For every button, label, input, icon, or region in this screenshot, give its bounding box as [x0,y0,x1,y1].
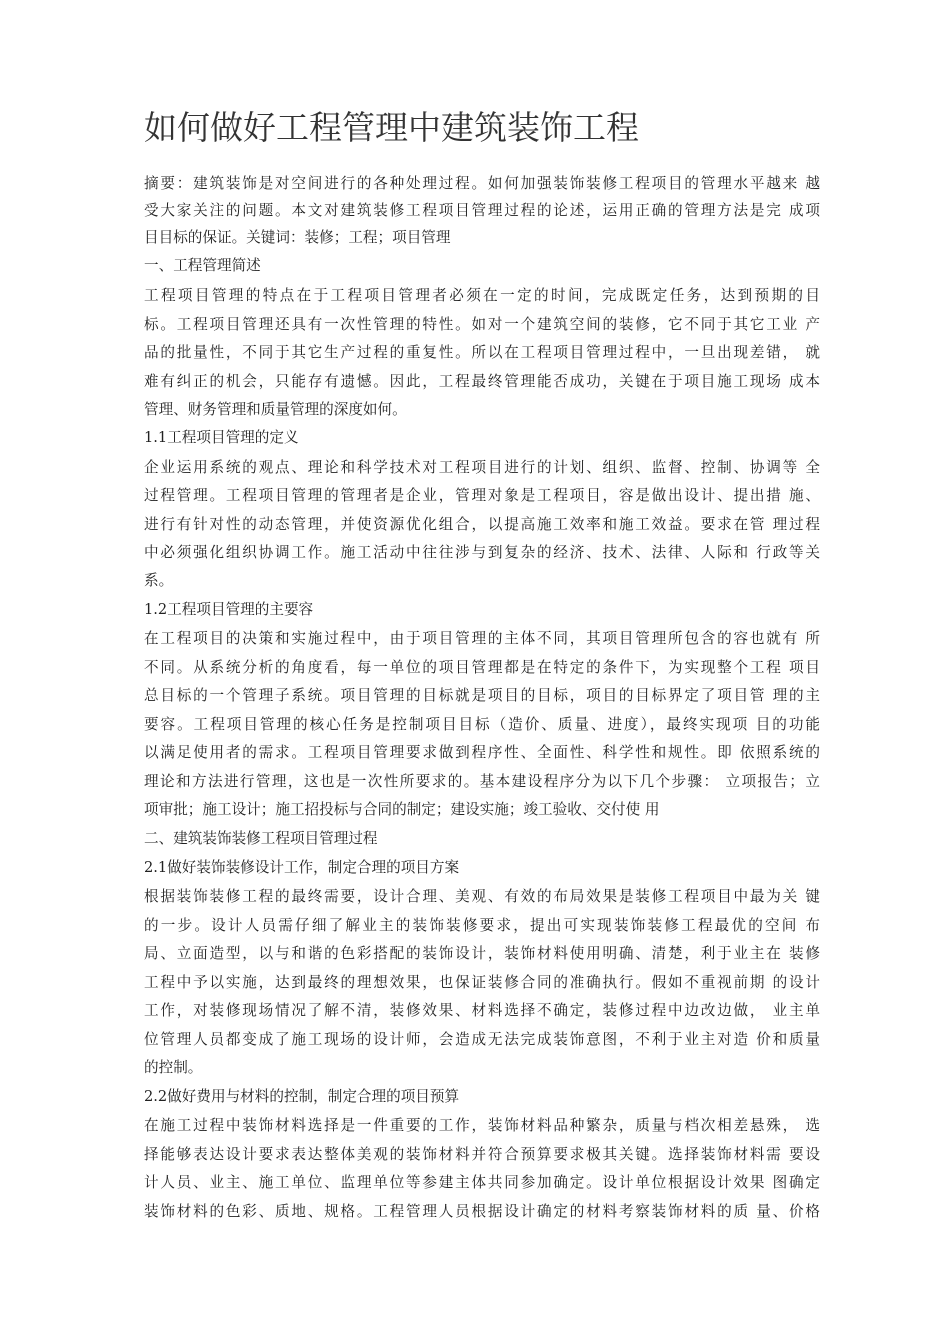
paragraph-line: 计人员、业主、施工单位、监理单位等参建主体共同参加确定。设计单位根据设计效果 图确定 [144,1174,820,1191]
document-title: 如何做好工程管理中建筑装饰工程 [144,108,639,147]
paragraph-line: 不同。从系统分析的角度看，每一单位的项目管理都是在特定的条件下，为实现整个工程 项目 [144,659,820,676]
abstract-line: 受大家关注的问题。本文对建筑装修工程项目管理过程的论述，运用正确的管理方法是完 成项 [144,202,820,219]
section-heading: 一、工程管理简述 [144,257,261,274]
paragraph-line: 工作，对装修现场情况了解不清，装修效果、材料选择不确定，装修过程中边改边做， 业主单 [144,1002,820,1019]
paragraph-line: 要容。工程项目管理的核心任务是控制项目目标（造价、质量、进度），最终实现项 目的功能 [144,716,820,733]
paragraph-line: 以满足使用者的需求。工程项目管理要求做到程序性、全面性、科学性和规性。即 依照系统的 [144,744,820,761]
abstract-line: 目目标的保证。关键词：装修；工程；项目管理 [144,229,451,246]
paragraph-line: 过程管理。工程项目管理的管理者是企业，管理对象是工程项目，容是做出设计、提出措 施、 [144,487,820,504]
paragraph-line: 品的批量性，不同于其它生产过程的重复性。所以在工程项目管理过程中，一旦出现差错， 就 [144,344,820,361]
paragraph-line: 标。工程项目管理还具有一次性管理的特性。如对一个建筑空间的装修，它不同于其它工业 产 [144,316,820,333]
paragraph-line: 管理、财务管理和质量管理的深度如何。 [144,401,407,418]
paragraph-line: 项审批；施工设计；施工招投标与合同的制定；建设实施；竣工验收、交付使 用 [144,801,660,818]
abstract-line: 摘要：建筑装饰是对空间进行的各种处理过程。如何加强装饰装修工程项目的管理水平越来 越 [144,175,820,192]
paragraph-line: 总目标的一个管理子系统。项目管理的目标就是项目的目标，项目的目标界定了项目管 理的主 [144,687,820,704]
paragraph-line: 工程中予以实施，达到最终的理想效果，也保证装修合同的准确执行。假如不重视前期 的设计 [144,974,820,991]
paragraph-line: 的一步。设计人员需仔细了解业主的装饰装修要求，提出可实现装饰装修工程最优的空间 布 [144,917,820,934]
paragraph-line: 位管理人员都变成了施工现场的设计师，会造成无法完成装饰意图，不利于业主对造 价和质量 [144,1031,820,1048]
paragraph-line: 局、立面造型，以与和谐的色彩搭配的装饰设计，装饰材料使用明确、清楚，利于业主在 装修 [144,945,820,962]
section-heading: 1.2工程项目管理的主要容 [144,601,314,618]
section-heading: 2.2做好费用与材料的控制，制定合理的项目预算 [144,1088,460,1105]
paragraph-line: 工程项目管理的特点在于工程项目管理者必须在一定的时间，完成既定任务，达到预期的目 [144,287,820,304]
paragraph-line: 理论和方法进行管理，这也是一次性所要求的。基本建设程序分为以下几个步骤： 立项报告；立 [144,773,820,790]
paragraph-line: 难有纠正的机会，只能存有遗憾。因此，工程最终管理能否成功，关键在于项目施工现场 成本 [144,373,820,390]
paragraph-line: 在工程项目的决策和实施过程中，由于项目管理的主体不同，其项目管理所包含的容也就有 所 [144,630,820,647]
paragraph-line: 的控制。 [144,1059,203,1076]
section-heading: 2.1做好装饰装修设计工作，制定合理的项目方案 [144,859,460,876]
section-heading: 1.1工程项目管理的定义 [144,429,299,446]
paragraph-line: 装饰材料的色彩、质地、规格。工程管理人员根据设计确定的材料考察装饰材料的质 量、价格 [144,1203,820,1220]
paragraph-line: 根据装饰装修工程的最终需要，设计合理、美观、有效的布局效果是装修工程项目中最为关 键 [144,888,820,905]
paragraph-line: 系。 [144,572,174,589]
paragraph-line: 进行有针对性的动态管理，并使资源优化组合，以提高施工效率和施工效益。要求在管 理过程 [144,516,820,533]
section-heading: 二、建筑装饰装修工程项目管理过程 [144,830,378,847]
paragraph-line: 在施工过程中装饰材料选择是一件重要的工作，装饰材料品种繁杂，质量与档次相差悬殊， 选 [144,1117,820,1134]
paragraph-line: 择能够表达设计要求表达整体美观的装饰材料并符合预算要求极其关键。选择装饰材料需 要设 [144,1146,820,1163]
paragraph-line: 中必须强化组织协调工作。施工活动中往往涉与到复杂的经济、技术、法律、人际和 行政等关 [144,544,820,561]
paragraph-line: 企业运用系统的观点、理论和科学技术对工程项目进行的计划、组织、监督、控制、协调等 全 [144,459,820,476]
